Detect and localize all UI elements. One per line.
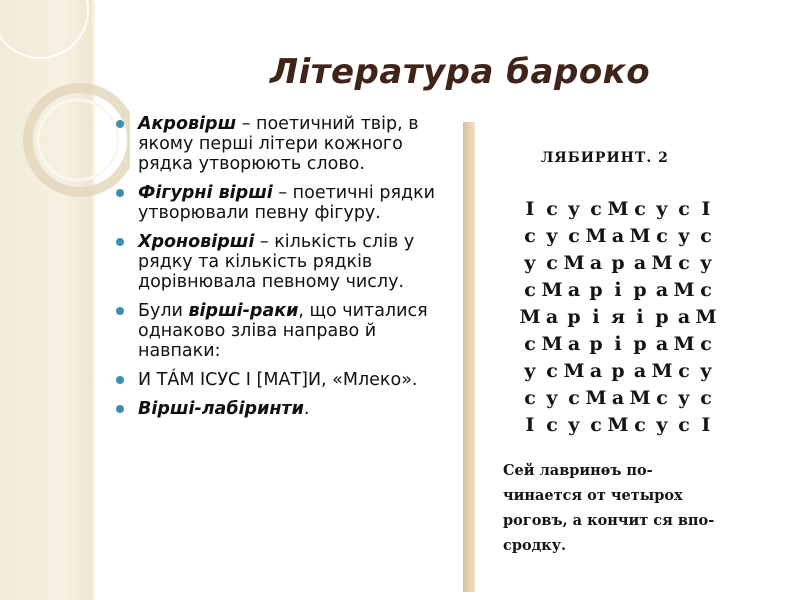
labyrinth-row <box>519 412 717 439</box>
labyrinth-letter: а <box>633 252 647 274</box>
bullet-dot-icon <box>116 120 124 128</box>
labyrinth-letter: у <box>567 198 581 220</box>
bullet-dot-icon <box>116 376 124 384</box>
labyrinth-letter: с <box>590 198 602 220</box>
labyrinth-row <box>519 196 717 223</box>
labyrinth-letter: а <box>589 252 603 274</box>
labyrinth-letter: у <box>545 387 559 409</box>
bullet-dot-icon <box>116 189 124 197</box>
labyrinth-letter: а <box>633 360 647 382</box>
bullet-dot-icon <box>116 405 124 413</box>
labyrinth-row <box>519 331 717 358</box>
labyrinth-row <box>519 277 717 304</box>
labyrinth-letter: М <box>629 387 651 409</box>
labyrinth-letter: с <box>700 333 712 355</box>
labyrinth-letter: М <box>695 306 717 328</box>
labyrinth-letter: і <box>614 279 622 301</box>
bullet-text: И ТÁМ ІСУС І [МАТ]И, «Млеко». <box>138 370 418 390</box>
labyrinth-letter: М <box>607 198 629 220</box>
labyrinth-letter: с <box>656 225 668 247</box>
labyrinth-letter: с <box>546 414 558 436</box>
labyrinth-letter: у <box>523 252 537 274</box>
labyrinth-letter: М <box>651 360 673 382</box>
labyrinth-letter: І <box>701 414 711 436</box>
labyrinth-letter: М <box>629 225 651 247</box>
labyrinth-caption <box>503 458 753 558</box>
labyrinth-letter: р <box>633 333 647 355</box>
caption-line: Сей лавринѳъ по- <box>503 462 653 479</box>
labyrinth-letter: с <box>524 333 536 355</box>
labyrinth-letter: М <box>519 306 541 328</box>
labyrinth-letter: і <box>636 306 644 328</box>
labyrinth-letter: с <box>678 360 690 382</box>
labyrinth-row <box>519 250 717 277</box>
labyrinth-letter: М <box>585 225 607 247</box>
labyrinth-scan-image <box>463 122 756 592</box>
labyrinth-letter: а <box>611 225 625 247</box>
labyrinth-letter: с <box>546 360 558 382</box>
bullet-item <box>114 114 444 174</box>
labyrinth-letter: у <box>699 360 713 382</box>
labyrinth-letter: М <box>673 279 695 301</box>
labyrinth-letter: а <box>611 387 625 409</box>
bullet-text: . <box>303 399 310 419</box>
bullet-list <box>114 114 444 428</box>
labyrinth-letter: р <box>589 279 603 301</box>
labyrinth-letter: с <box>524 387 536 409</box>
labyrinth-letter: с <box>524 225 536 247</box>
labyrinth-letter: а <box>589 360 603 382</box>
bullet-item <box>114 301 444 361</box>
labyrinth-letter: с <box>634 414 646 436</box>
labyrinth-letter: М <box>563 252 585 274</box>
labyrinth-letter: с <box>678 198 690 220</box>
labyrinth-letter: р <box>611 252 625 274</box>
labyrinth-letter: М <box>563 360 585 382</box>
labyrinth-letter: с <box>700 225 712 247</box>
labyrinth-letter: у <box>523 360 537 382</box>
bullet-text: , що читалися однаково зліва направо й навпаки: <box>138 301 428 361</box>
labyrinth-letter: а <box>545 306 559 328</box>
labyrinth-letter: у <box>655 414 669 436</box>
labyrinth-letter: р <box>633 279 647 301</box>
labyrinth-letter: р <box>567 306 581 328</box>
labyrinth-letter: р <box>589 333 603 355</box>
labyrinth-letter: М <box>673 333 695 355</box>
labyrinth-letter: с <box>524 279 536 301</box>
caption-line: сродку. <box>503 537 567 554</box>
labyrinth-letter: і <box>592 306 600 328</box>
labyrinth-letter: я <box>610 306 626 328</box>
caption-line: роговъ, а кончит ся впо- <box>503 512 715 529</box>
labyrinth-title: ЛЯБИРИНТ. 2 <box>541 150 669 166</box>
labyrinth-letter: І <box>525 198 535 220</box>
labyrinth-letter: а <box>567 333 581 355</box>
labyrinth-letter: у <box>655 198 669 220</box>
labyrinth-letter: у <box>545 225 559 247</box>
bullet-item <box>114 183 444 223</box>
bullet-term: вірші-раки <box>188 301 299 321</box>
labyrinth-letter: у <box>677 387 691 409</box>
bullet-text: – поетичний твір, в якому перші літери кожного рядка утворюють слово. <box>138 114 419 174</box>
labyrinth-letter: с <box>568 387 580 409</box>
labyrinth-letter: і <box>614 333 622 355</box>
labyrinth-letter: М <box>585 387 607 409</box>
labyrinth-letter: с <box>678 252 690 274</box>
bullet-dot-icon <box>116 307 124 315</box>
labyrinth-letter: а <box>567 279 581 301</box>
bullet-item <box>114 232 444 292</box>
bullet-dot-icon <box>116 238 124 246</box>
labyrinth-row <box>519 304 717 331</box>
labyrinth-letter: І <box>701 198 711 220</box>
decorative-circles <box>0 0 130 260</box>
labyrinth-letter: М <box>607 414 629 436</box>
labyrinth-row <box>519 223 717 250</box>
labyrinth-letter: у <box>699 252 713 274</box>
labyrinth-letter: М <box>541 279 563 301</box>
scan-paper-edge <box>463 122 475 592</box>
labyrinth-letter: с <box>546 198 558 220</box>
labyrinth-letter: М <box>651 252 673 274</box>
labyrinth-letter: с <box>590 414 602 436</box>
labyrinth-letter: р <box>655 306 669 328</box>
labyrinth-letter: М <box>541 333 563 355</box>
bullet-term: Вірші-лабіринти <box>138 399 304 419</box>
labyrinth-row <box>519 358 717 385</box>
bullet-term: Хроновірші <box>138 232 255 252</box>
bullet-text: – поетичні рядки утворювали певну фігуру. <box>138 183 436 223</box>
bullet-item <box>114 370 444 390</box>
slide-title: Література бароко <box>269 52 651 92</box>
labyrinth-letter: с <box>700 279 712 301</box>
labyrinth-letter: у <box>567 414 581 436</box>
labyrinth-letter: с <box>634 198 646 220</box>
bullet-item <box>114 399 444 419</box>
bullet-prefix: Були <box>138 301 189 321</box>
labyrinth-letter: с <box>678 414 690 436</box>
labyrinth-letter: р <box>611 360 625 382</box>
bullet-term: Фігурні вірші <box>138 183 273 203</box>
labyrinth-letter: с <box>656 387 668 409</box>
labyrinth-letter: а <box>655 279 669 301</box>
labyrinth-letter: с <box>700 387 712 409</box>
labyrinth-letter: І <box>525 414 535 436</box>
labyrinth-letter: а <box>655 333 669 355</box>
labyrinth-letter-grid <box>519 196 717 439</box>
bullet-text: – кількість слів у рядку та кількість рядків дорівнювала певному числу. <box>138 232 415 292</box>
labyrinth-row <box>519 385 717 412</box>
caption-line: чинается от четырох <box>503 487 683 504</box>
labyrinth-letter: у <box>677 225 691 247</box>
labyrinth-letter: с <box>568 225 580 247</box>
bullet-term: Акровірш <box>138 114 237 134</box>
labyrinth-letter: а <box>677 306 691 328</box>
labyrinth-letter: с <box>546 252 558 274</box>
